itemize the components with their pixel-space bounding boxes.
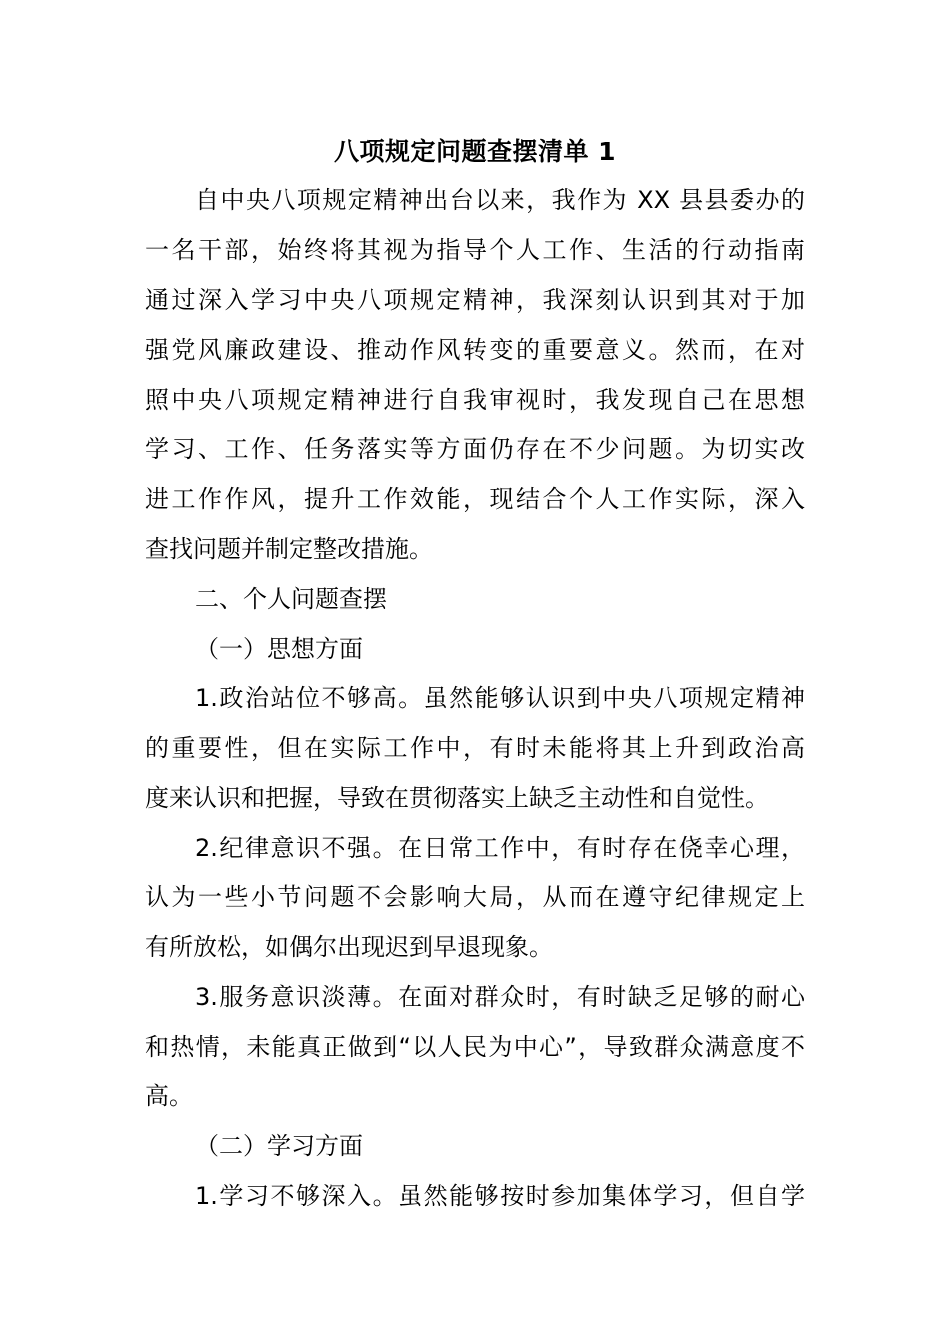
subsection-heading: （一）思想方面 <box>195 635 363 663</box>
paragraph-line: 照中央八项规定精神进行自我审视时，我发现自己在思想 <box>145 386 805 414</box>
paragraph-line: 通过深入学习中央八项规定精神，我深刻认识到其对于加 <box>145 286 805 314</box>
paragraph-line: 认为一些小节问题不会影响大局，从而在遵守纪律规定上 <box>145 883 805 911</box>
paragraph-line: 度来认识和把握，导致在贯彻落实上缺乏主动性和自觉性。 <box>145 784 769 812</box>
paragraph-line: 3.服务意识淡薄。在面对群众时，有时缺乏足够的耐心 <box>195 983 805 1011</box>
paragraph-line: 查找问题并制定整改措施。 <box>145 535 433 563</box>
document-title: 八项规定问题查摆清单 1 <box>333 137 617 166</box>
paragraph-line: 一名干部，始终将其视为指导个人工作、生活的行动指南 <box>145 236 805 264</box>
paragraph-line: 强党风廉政建设、推动作风转变的重要意义。然而，在对 <box>145 336 805 364</box>
paragraph-line: 1.政治站位不够高。虽然能够认识到中央八项规定精神 <box>195 684 805 712</box>
paragraph-line: 高。 <box>145 1082 193 1110</box>
section-heading: 二、个人问题查摆 <box>195 585 387 613</box>
paragraph-line: 有所放松，如偶尔出现迟到早退现象。 <box>145 933 553 961</box>
paragraph-line: 进工作作风，提升工作效能，现结合个人工作实际，深入 <box>145 485 805 513</box>
paragraph-line: 自中央八项规定精神出台以来，我作为 XX 县县委办的 <box>195 186 805 214</box>
paragraph-line: 的重要性，但在实际工作中，有时未能将其上升到政治高 <box>145 734 805 762</box>
subsection-heading: （二）学习方面 <box>195 1132 363 1160</box>
paragraph-line: 2.纪律意识不强。在日常工作中，有时存在侥幸心理， <box>195 834 805 862</box>
paragraph-line: 学习、工作、任务落实等方面仍存在不少问题。为切实改 <box>145 435 805 463</box>
paragraph-line: 和热情，未能真正做到“以人民为中心”，导致群众满意度不 <box>145 1033 805 1061</box>
paragraph-line: 1.学习不够深入。虽然能够按时参加集体学习，但自学 <box>195 1182 805 1210</box>
